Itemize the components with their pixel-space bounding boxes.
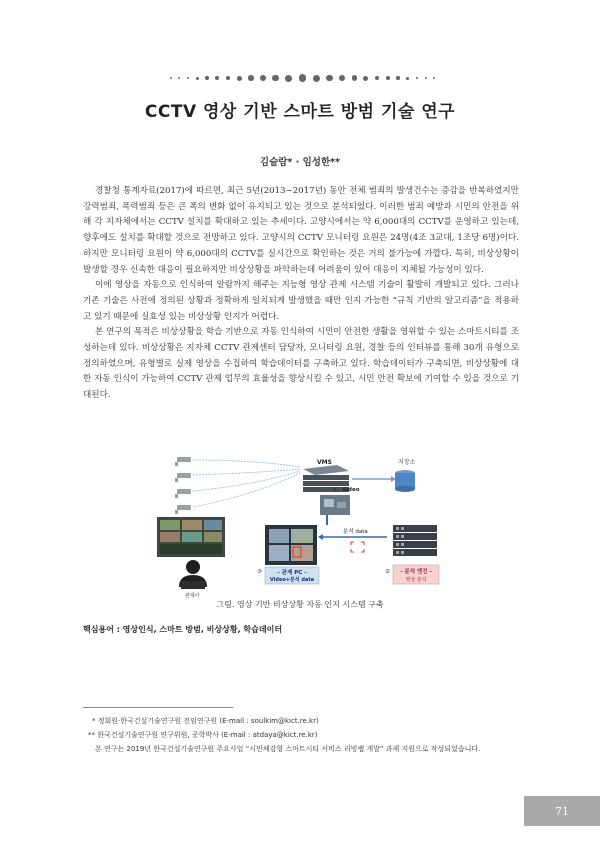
page-title: CCTV 영상 기반 스마트 방범 기술 연구 [144,102,456,122]
authors: 김슬람* · 임성한** [259,157,341,168]
control-room-photo [157,517,225,557]
step2-marker: ② [385,569,390,575]
decorative-dot-divider [170,73,435,83]
operator-label: 관제사 [185,593,200,599]
cctv-camera-icons [175,457,191,514]
control-pc-label: - 관제 PC - [277,570,307,576]
footnote-author-2: ** 한국건설기술연구원 연구위원, 공학박사 (E-mail : atdaya@kict.re.kr) [88,731,318,739]
step3-marker: ③ [257,569,262,575]
page-number-box [524,796,600,826]
analysis-engine-server-icon [393,525,437,556]
paragraph-2: 이에 영상을 자동으로 인식하여 알람까지 해주는 지능형 영상 관제 시스템 기술이 활발히 개발되고 있다. 그러나 기존 기술은 사전에 정의된 상황과 정확하게 일치되게 발생했을 때만 인지 가능한 “규칙 기반의 알고리즘”을 적용하고 있기 때문에 실효성 있는 비상상황 인지가 어렵다. [83,280,519,322]
page-number: 71 [555,804,569,818]
video-step-label: ① [333,487,338,493]
analysis-engine-sublabel: 영상 분석 [405,577,427,583]
video-label: Video [342,487,360,493]
paragraph-3: 본 연구의 목적은 비상상황을 학습 기반으로 자동 인식하여 시민이 안전한 생활을 영위할 수 있는 스마트시티를 조성하는데 있다. 비상상황은 지자체 CCTV 관제센터 담당자, 모니터링 요원, 경찰 등의 인터뷰를 통해 30개 유형으로 정의하였으며, 유형별로 실제 영상을 수집하여 학습데이터를 구축하고 있다. 학습데이터가 구축되면, 비상상황에 대한 자동 인식이 가능하여 CCTV 관제 업무의 효율성을 향상시킬 수 있고, 시민 안전 확보에 기여할 수 있을 것으로 기대된다. [83,327,519,401]
analysis-data-label: 분석 data [343,529,368,535]
storage-icon [395,470,415,492]
analysis-engine-label: - 분석 엔진 - [400,569,432,575]
detection-marker-icon [351,542,364,552]
paragraph-1: 경찰청 통계자료(2017)에 따르면, 최근 5년(2013~2017년) 동안 전체 범죄의 발생건수는 증감을 반복하였지만 강력범죄, 폭력범죄 등은 큰 폭의 변화 없이 유지되고 있는 것으로 분석되었다. 이러한 범죄 예방과 시민의 안전을 위해 각 지자체에서는 CCTV 설치를 확대하고 있는 추세이다. 고양시에서는 약 6,000대의 CCTV를 운영하고 있는데, 향후에도 설치를 확대할 것으로 전망하고 있다. 고양시의 CCTV 모니터링 요원은 24명(4조 3교대, 1조당 6명)이다. 하지만 모니터링 요원이 약 6,000대의 CCTV를 실시간으로 확인하는 것은 거의 불가능에 가깝다. 특히, 비상상황이 발생할 경우 신속한 대응이 필요하지만 비상상황을 파악하는데 어려움이 있어 대응이 지체될 가능성이 있다. [83,186,519,275]
body-text [83,184,519,404]
operator-icon [179,560,207,589]
keywords: 핵심용어 : 영상인식, 스마트 방범, 비상상황, 학습데이터 [83,625,283,634]
storage-label: 저장소 [398,459,416,466]
vms-label: VMS [317,459,332,466]
control-pc-screen [265,525,317,565]
control-pc-sublabel: Video+분석 data [269,577,315,583]
footnote-divider [83,707,233,708]
figure-caption: 그림. 영상 기반 비상상황 자동 인지 시스템 구축 [216,600,384,609]
system-diagram [155,455,440,600]
footnote-author-1: * 정회원·한국건설기술연구원 전임연구원 (E-mail : soulkim@kict.re.kr) [92,717,319,725]
footnote-funding: 본 연구는 2019년 한국건설기술연구원 주요사업 “시민체감형 스마트시티 서비스 리빙랩 개발” 과제 지원으로 작성되었습니다. [95,745,481,753]
